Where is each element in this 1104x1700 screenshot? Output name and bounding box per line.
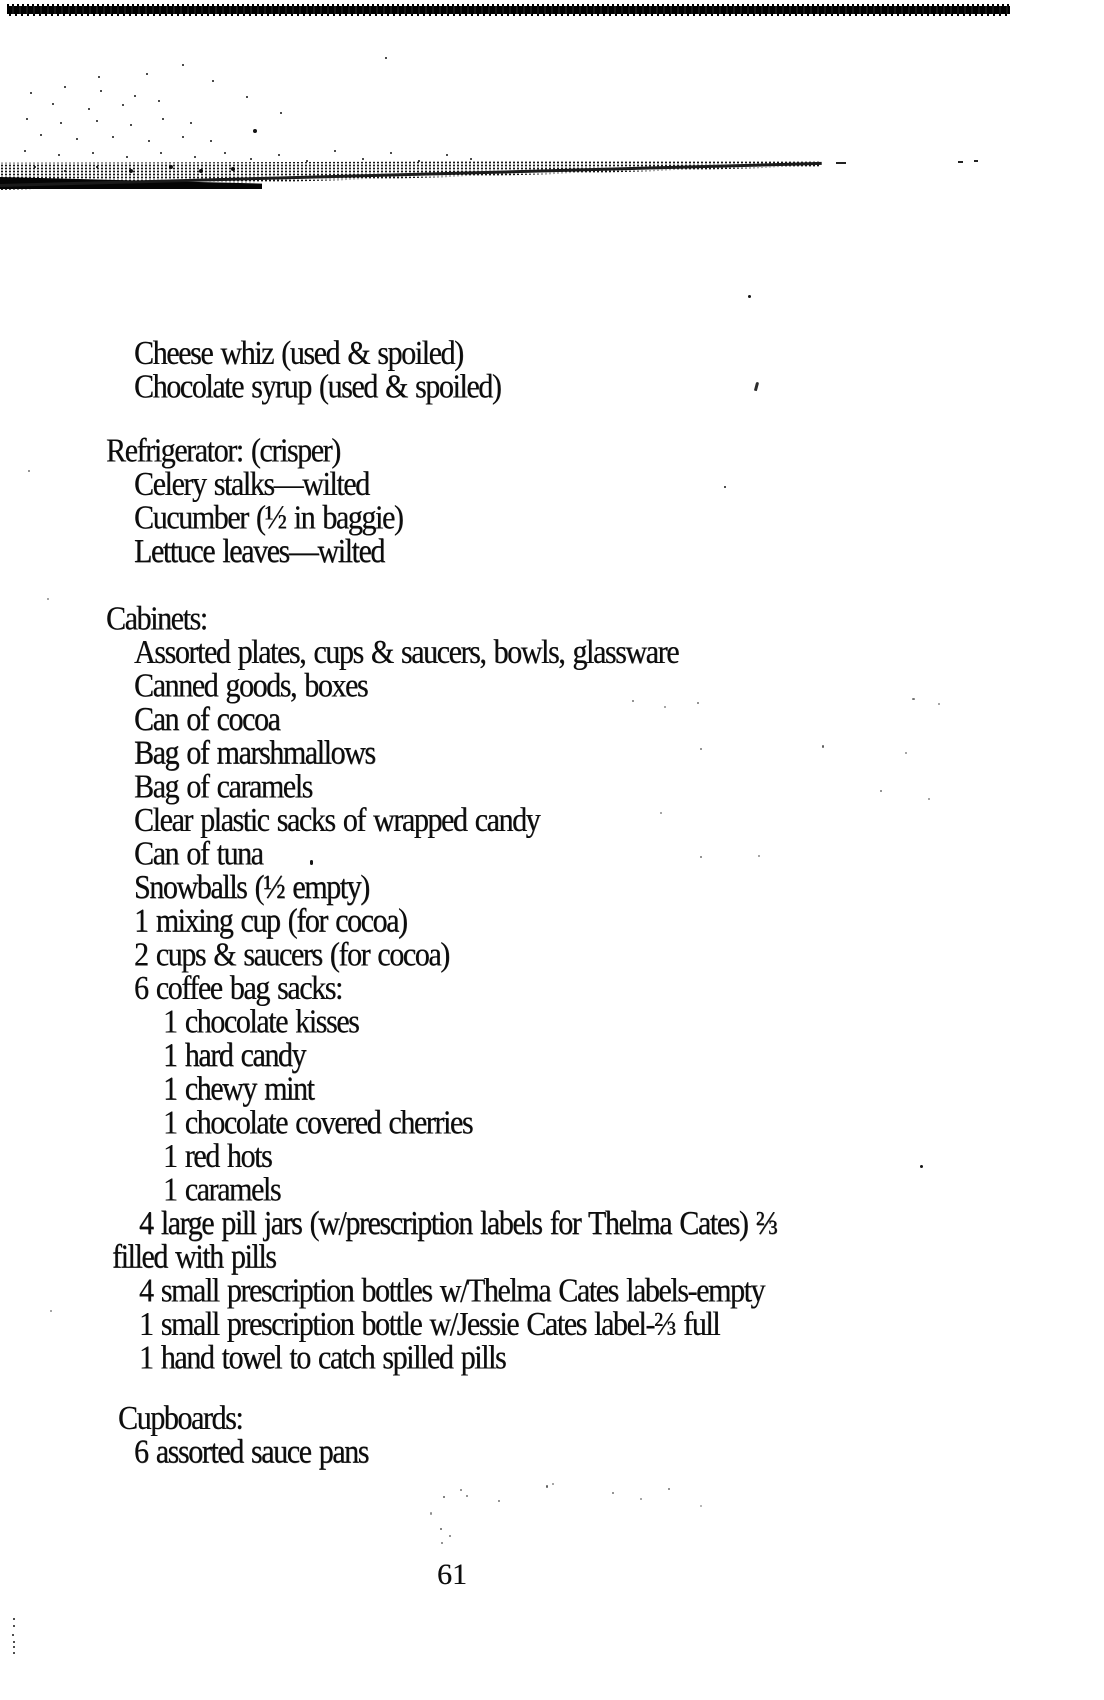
list-item: 1 mixing cup (for cocoa)	[134, 902, 407, 940]
list-item: Cucumber (½ in baggie)	[134, 499, 403, 537]
list-sub-item: 1 chocolate kisses	[163, 1003, 359, 1041]
scan-speckle	[974, 160, 978, 162]
scan-speckle	[958, 161, 963, 163]
list-sub-item: 1 hard candy	[163, 1037, 306, 1074]
scan-speckle	[836, 162, 846, 164]
list-sub-item: 1 chewy mint	[163, 1070, 314, 1108]
scan-speckle	[13, 1625, 15, 1627]
scan-speckle	[440, 1528, 442, 1530]
section-heading-cupboards: Cupboards:	[118, 1399, 243, 1437]
list-item: Snowballs (½ empty)	[134, 869, 369, 906]
list-item: Lettuce leaves—wilted	[134, 533, 384, 570]
list-sub-item: 1 caramels	[163, 1171, 281, 1209]
list-item: Clear plastic sacks of wrapped candy	[134, 801, 540, 839]
list-item: Bag of marshmallows	[134, 734, 375, 772]
list-item: Cheese whiz (used & spoiled)	[134, 334, 463, 372]
list-item: Canned goods, boxes	[134, 667, 368, 705]
list-item: 6 coffee bag sacks:	[134, 969, 342, 1007]
scan-speckle	[443, 1496, 445, 1498]
scan-speckle	[668, 1488, 670, 1490]
page-number: 61	[437, 1558, 467, 1591]
scan-speckle	[700, 1505, 702, 1507]
list-item: Can of cocoa	[134, 701, 280, 738]
list-item: Assorted plates, cups & saucers, bowls, glassware	[134, 633, 679, 671]
scan-speckle	[430, 1512, 432, 1515]
scan-speckle	[640, 1498, 642, 1500]
list-sub-item: 1 chocolate covered cherries	[163, 1104, 473, 1142]
list-item: 2 cups & saucers (for cocoa)	[134, 936, 449, 974]
list-item: Celery stalks—wilted	[134, 465, 369, 503]
list-item: Chocolate syrup (used & spoiled)	[134, 368, 501, 406]
scan-speckle	[546, 1485, 548, 1488]
list-item: 6 assorted sauce pans	[134, 1433, 369, 1471]
list-item: 1 small prescription bottle w/Jessie Cates label-⅔ full	[139, 1305, 720, 1343]
scan-smudge-speckles	[0, 0, 2, 2]
list-item-wrapped-first-line: 4 large pill jars (w/prescription labels for Thelma Cates) ⅔	[139, 1205, 777, 1242]
scan-speckle	[13, 1618, 15, 1620]
list-item: 4 small prescription bottles w/Thelma Cates labels-empty	[139, 1272, 765, 1310]
list-item: Bag of caramels	[134, 768, 312, 806]
scan-speckle	[748, 295, 751, 298]
list-item: 1 hand towel to catch spilled pills	[139, 1339, 506, 1377]
scan-artifact-top-bar	[7, 6, 1010, 14]
props-list	[0, 334, 1104, 1471]
scan-speckle	[449, 1535, 451, 1537]
list-item-wrapped-continuation: filled with pills	[112, 1238, 276, 1276]
section-heading-cabinets: Cabinets:	[106, 600, 207, 638]
scan-speckle	[466, 1495, 468, 1497]
scan-speckle	[13, 1652, 15, 1654]
scan-speckle	[498, 1500, 500, 1502]
scan-speckle	[552, 1483, 554, 1485]
scan-speckle	[441, 1542, 443, 1544]
scan-speckle	[13, 1646, 15, 1648]
scan-speckle	[460, 1489, 462, 1491]
list-item: Can of tuna	[134, 835, 263, 873]
scan-speckle	[12, 1634, 14, 1636]
section-heading-refrigerator: Refrigerator: (crisper)	[106, 432, 340, 470]
list-sub-item: 1 red hots	[163, 1137, 272, 1175]
scan-speckle	[13, 1641, 15, 1643]
scan-speckle	[612, 1492, 614, 1494]
